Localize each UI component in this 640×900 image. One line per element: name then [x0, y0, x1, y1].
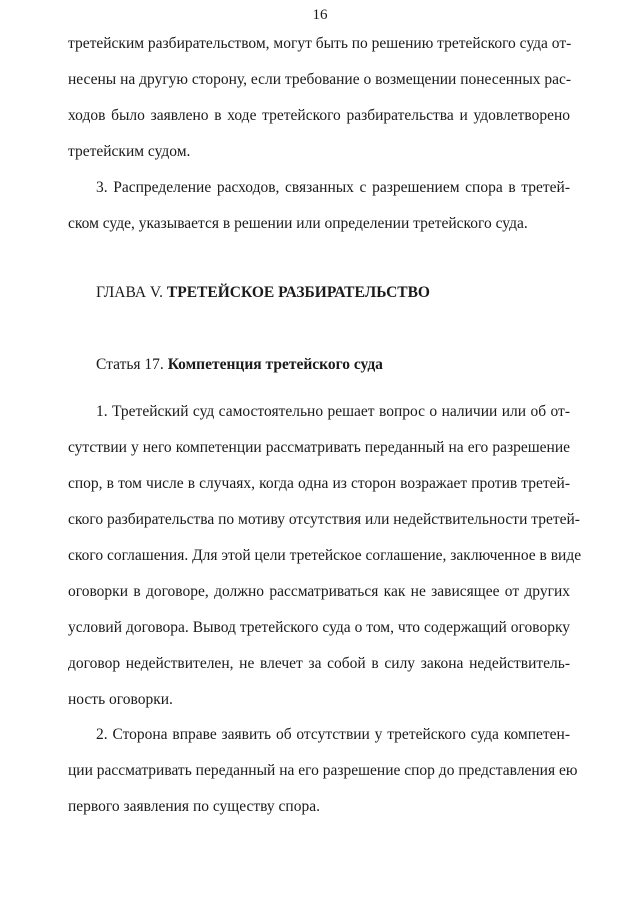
text-line: ходов было заявлено в ходе третейского разбирательства и удовлетворено [68, 107, 570, 124]
text-line: 3. Распределение расходов, связанных с разрешением спора в третей- [96, 179, 570, 196]
text-line: первого заявления по существу спора. [68, 798, 320, 815]
paragraph-article17-item-1 [68, 394, 582, 718]
chapter-title: ТРЕТЕЙСКОЕ РАЗБИРАТЕЛЬСТВО [166, 284, 430, 301]
text-line: 1. Третейский суд самостоятельно решает вопрос о наличии или об от- [96, 403, 570, 420]
article-title: Компетенция третейского суда [167, 356, 383, 373]
text-line: третейским разбирательством, могут быть по решению третейского суда от- [68, 35, 572, 52]
text-line: сутствии у него компетенции рассматривать переданный на его разрешение [68, 439, 570, 456]
text-line: оговорки в договоре, должно рассматриваться как не зависящее от других [68, 583, 570, 600]
article-prefix: Статья 17. [96, 356, 168, 373]
chapter-heading [96, 284, 430, 302]
text-line: ском суде, указывается в решении или определении третейского суда. [68, 215, 528, 232]
paragraph-expense-allocation [68, 26, 570, 170]
paragraph-item-3 [68, 170, 570, 242]
text-line: третейским судом. [68, 143, 191, 160]
article-heading [96, 356, 383, 374]
text-line: несены на другую сторону, если требование о возмещении понесенных рас- [68, 71, 572, 88]
text-line: спор, в том числе в случаях, когда одна из сторон возражает против третей- [68, 475, 570, 492]
text-line: ского разбирательства по мотиву отсутствия или недействительности третей- [68, 511, 580, 528]
text-line: условий договора. Вывод третейского суда о том, что содержащий оговорку [68, 619, 570, 636]
text-line: ность оговорки. [68, 691, 173, 708]
paragraph-article17-item-2 [68, 717, 578, 825]
page-number: 16 [312, 7, 328, 23]
text-line: ского соглашения. Для этой цели третейское соглашение, заключенное в виде [68, 547, 582, 564]
text-line: ции рассматривать переданный на его разрешение спор до представления ею [68, 762, 578, 779]
text-line: договор недействителен, не влечет за собой в силу закона недействитель- [68, 655, 570, 672]
text-line: 2. Сторона вправе заявить об отсутствии у третейского суда компетен- [96, 726, 570, 743]
chapter-prefix: ГЛАВА V. [96, 284, 167, 301]
